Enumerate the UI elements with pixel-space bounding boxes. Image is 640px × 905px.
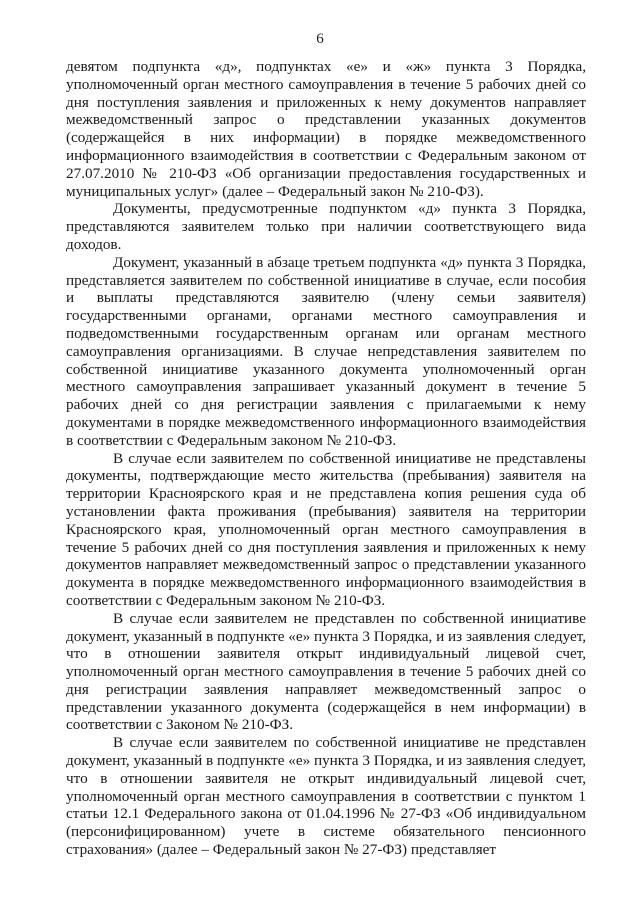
paragraph-document-abzac-third: Документ, указанный в абзаце третьем подпункта «д» пункта 3 Порядка, представляется заявителем по собственной инициативе в случае, если пособия и выплаты представляются заявителю (члену семьи заявителя) государственными органами, органами местного самоуправления и подведомственными государственным органам или органам местного самоуправления организациями. В случае непредставления заявителем по собственной инициативе указанного документа уполномоченный орган местного самоуправления запрашивает указанный документ в течение 5 рабочих дней со дня регистрации заявления с прилагаемыми к нему документами в порядке межведомственного информационного взаимодействия в соответствии с Федеральным законом № 210-ФЗ. bbox=[66, 253, 586, 449]
paragraph-documents-income: Документы, предусмотренные подпунктом «д» пункта 3 Порядка, представляются заявителем только при наличии соответствующего вида доходов. bbox=[66, 200, 586, 253]
paragraph-personal-account-not-opened: В случае если заявителем по собственной инициативе не представлен документ, указанный в подпункте «е» пункта 3 Порядка, и из заявления следует, что в отношении заявителя не открыт индивидуальный лицевой счет, уполномоченный орган местного самоуправления в соответствии с пунктом 1 статьи 12.1 Федерального закона от 01.04.1996 № 27-ФЗ «Об индивидуальном (персонифицированном) учете в системе обязательного пенсионного страхования» (далее – Федеральный закон № 27-ФЗ) представляет bbox=[66, 734, 587, 859]
paragraph-continuation: девятом подпункта «д», подпунктах «е» и «ж» пункта 3 Порядка, уполномоченный орган местного самоуправления в течение 5 рабочих дней со дня поступления заявления и приложенных к нему документов направляет межведомственный запрос о представлении указанных документов (содержащейся в них информации) в порядке межведомственного информационного взаимодействия в соответствии с Федеральным законом от 27.07.2010 № 210-ФЗ «Об организации предоставления государственных и муниципальных услуг» (далее – Федеральный закон № 210-ФЗ). bbox=[66, 58, 586, 200]
paragraph-residence-documents: В случае если заявителем по собственной инициативе не представлены документы, подтверждающие место жительства (пребывания) заявителя на территории Красноярского края и не представлена копия решения суда об установлении факта проживания (пребывания) заявителя на территории Красноярского края, уполномоченный орган местного самоуправления в течение 5 рабочих дней со дня поступления заявления и приложенных к нему документов направляет межведомственный запрос о представлении указанного документа в порядке межведомственного информационного взаимодействия в соответствии с Федеральным законом № 210-ФЗ. bbox=[66, 449, 586, 609]
paragraph-personal-account-opened: В случае если заявителем не представлен по собственной инициативе документ, указанный в подпункте «е» пункта 3 Порядка, и из заявления следует, что в отношении заявителя открыт индивидуальный лицевой счет, уполномоченный орган местного самоуправления в течение 5 рабочих дней со дня регистрации заявления направляет межведомственный запрос о представлении указанного документа (содержащейся в нем информации) в соответствии с Законом № 210-ФЗ. bbox=[66, 609, 587, 734]
page-number: 6 bbox=[316, 31, 324, 47]
document-body bbox=[66, 58, 586, 859]
